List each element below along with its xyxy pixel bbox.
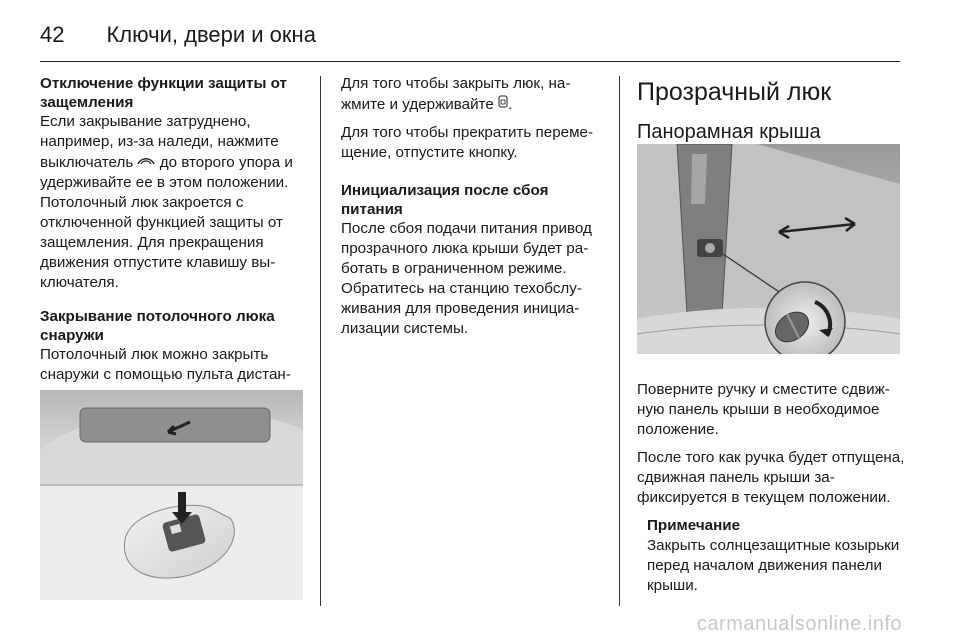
section-text: Если закрывание затруднено, например, из-за наледи, нажмите выключатель до второго упора и удерживайте ее в этом положении. Потолочный люк закроется с отключенной функцией защиты от защемления. Для прекращения движения отпустите клавишу выключателя. xyxy=(40,113,293,291)
note-text: Закрыть солнцезащитные козырьки перед началом движения панели крыши. xyxy=(647,537,900,594)
column-divider xyxy=(619,76,620,606)
column-divider xyxy=(320,76,321,606)
remote-control-illustration xyxy=(40,390,303,600)
header-rule xyxy=(40,61,900,62)
lock-button-icon xyxy=(498,94,508,114)
section-title: Закрывание потолочного люка снаружи xyxy=(40,308,275,344)
section-text: После сбоя подачи питания привод прозрачного люка крыши будет работать в ограниченном режиме. Обратитесь на станцию техобслуживания для проведения инициализации системы. xyxy=(341,220,592,337)
column-left xyxy=(40,74,308,419)
page-section-subtitle: Панорамная крыша xyxy=(637,121,821,143)
chapter-title: Ключи, двери и окна xyxy=(106,22,316,47)
watermark: carmanualsonline.info xyxy=(696,613,902,635)
paragraph: Для того чтобы закрыть люк, нажмите и удерживайте . xyxy=(341,75,571,113)
paragraph: После того как ручка будет отпущена, сдвижная панель крыши зафиксируется в текущем положении. xyxy=(637,449,905,506)
section-title: Инициализация после сбоя питания xyxy=(341,182,549,218)
section-title: Отключение функции защиты от защемления xyxy=(40,75,287,111)
paragraph: Поверните ручку и сместите сдвижную панель крыши в необходимое положение. xyxy=(637,381,890,438)
note-box xyxy=(647,516,907,596)
column-middle xyxy=(341,74,606,353)
section-text: Потолочный люк можно закрыть снаружи с помощью пульта дистан xyxy=(40,346,291,383)
panoramic-roof-illustration xyxy=(637,144,900,354)
page-section-title: Прозрачный люк xyxy=(637,78,832,106)
page-number: 42 xyxy=(40,22,65,47)
note-title: Примечание xyxy=(647,517,741,534)
sunroof-switch-icon xyxy=(137,152,155,172)
paragraph: Для того чтобы прекратить перемещение, отпустите кнопку. xyxy=(341,124,594,161)
page-header xyxy=(40,22,316,52)
